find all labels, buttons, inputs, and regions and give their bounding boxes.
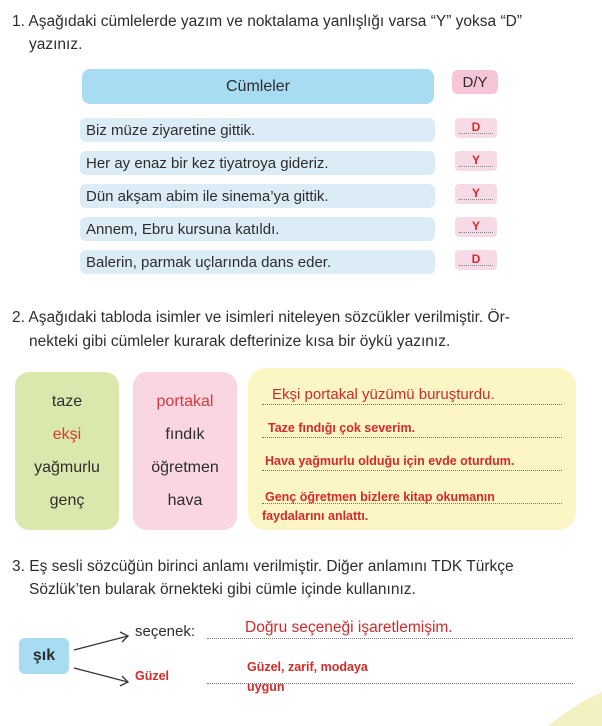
sentence-row-5: Balerin, parmak uçlarında dans eder.	[80, 250, 435, 274]
answer-box-3[interactable]	[455, 184, 497, 204]
meaning2-label: Güzel	[135, 669, 170, 683]
answer-box-4[interactable]	[455, 217, 497, 237]
noun-3: öğretmen	[151, 459, 219, 476]
q3-text-line1: 3. Eş sesli sözcüğün birinci anlamı verilmiştir. Diğer anlamını TDK Türkçe	[12, 558, 514, 575]
meaning1-label: seçenek:	[135, 623, 196, 640]
noun-4: hava	[167, 492, 203, 509]
noun-column	[133, 372, 237, 530]
dy-header: D/Y	[452, 70, 498, 94]
sentence-row-4: Annem, Ebru kursuna katıldı.	[80, 217, 435, 241]
adjective-3: yağmurlu	[34, 459, 100, 476]
q2-text-line2: nekteki gibi cümleler kurarak defterinize kısa bir öykü yazınız.	[29, 333, 451, 350]
answer-box-2[interactable]	[455, 151, 497, 171]
adjective-1: taze	[51, 393, 83, 410]
answer-3: Y	[471, 186, 480, 200]
q2-text-line1: 2. Aşağıdaki tabloda isimler ve isimleri niteleyen sözcükler verilmiştir. Ör-	[12, 309, 510, 326]
noun-1: portakal	[156, 393, 214, 410]
meaning1-sentence: Doğru seçeneği işaretlemişim.	[245, 619, 453, 636]
answer-4: Y	[471, 219, 480, 233]
meaning2-sentence-line1: Güzel, zarif, modaya	[247, 660, 368, 674]
story-sentence-2: Taze fındığı çok severim.	[268, 421, 416, 435]
noun-2: fındık	[165, 426, 205, 443]
adjective-column	[15, 372, 119, 530]
meaning2-sentence-line2: uygun	[247, 680, 285, 694]
story-sentence-3: Hava yağmurlu olduğu için evde oturdum.	[265, 454, 515, 468]
q1-text-line2: yazınız.	[29, 36, 83, 53]
sentence-row-3: Dün akşam abim ile sinema’ya gittik.	[80, 184, 435, 208]
sentence-row-1: Biz müze ziyaretine gittik.	[80, 118, 435, 142]
word-box: şık	[19, 638, 69, 674]
story-sentence-5: faydalarını anlattı.	[262, 509, 369, 523]
sentence-row-2: Her ay enaz bir kez tiyatroya gideriz.	[80, 151, 435, 175]
sentences-header: Cümleler	[82, 69, 434, 104]
corner-decoration	[548, 692, 602, 726]
adjective-4: genç	[49, 492, 85, 509]
answer-box-5[interactable]	[455, 250, 497, 270]
adjective-2: ekşi	[52, 426, 82, 443]
q1-text-line1: 1. Aşağıdaki cümlelerde yazım ve noktalama yanlışlığı varsa “Y” yoksa “D”	[12, 13, 522, 30]
story-sentence-1: Ekşi portakal yüzümü buruşturdu.	[272, 386, 495, 403]
answer-1: D	[471, 120, 481, 134]
answer-box-1[interactable]	[455, 118, 497, 138]
arrows-icon	[70, 628, 136, 690]
answer-2: Y	[471, 153, 480, 167]
q3-text-line2: Sözlük’ten bularak örnekteki gibi cümle içinde kullanınız.	[29, 581, 416, 598]
story-sentence-4: Genç öğretmen bizlere kitap okumanın	[265, 490, 495, 504]
answer-5: D	[471, 252, 481, 266]
